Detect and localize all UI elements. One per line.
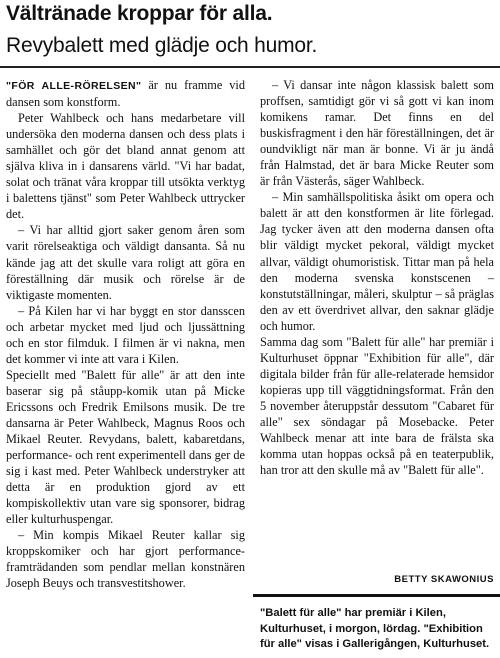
body-paragraph: – Vi har alltid gjort saker genom åren som varit rörelseaktiga och väldigt dansanta. Så nu kände jag att det skulle vara roligt att göra en föreställning där musik och rörelse är de viktigaste momenten. xyxy=(6,223,245,302)
lead-paragraph xyxy=(6,77,245,110)
headline: Vältränade kroppar för alla. xyxy=(6,2,273,25)
lead-in: "FÖR ALLE-RÖRELSEN" xyxy=(6,80,142,92)
body-paragraph: – Vi dansar inte någon klassisk balett som proffsen, samtidigt gör vi så gott vi kan inom komikens ramar. Det finns en del buskisfragment i den här föreställningen, det är oundvikligt när man är bonne. Vi är ju ändå från Halmstad, det är bara Micke Reuter som är från Västerås, säger Wahlbeck. xyxy=(260,78,494,189)
body-paragraph: Samma dag som "Balett für alle" har premiär i Kulturhuset öppnar "Exhibition für alle", där digitala bilder från für alle-relaterade hemsidor kopieras upp till väggtidningsformat. Från den 5 november återuppstår dessutom "Cabaret für alle" sex söndagar på Mosebacke. Peter Wahlbeck menar att inte bara de frälsta ska komma utan hoppas också på en teaterpublik, han tror att den skulle må av "Balett für alle". xyxy=(260,334,494,478)
article-column-right xyxy=(260,61,494,478)
subheadline: Revybalett med glädje och humor. xyxy=(6,34,318,57)
body-paragraph: – Min kompis Mikael Reuter kallar sig kroppskomiker och har gjort performance-framträdanden som pendlar mellan konstnären Joseph Beuys och transvestitshower. xyxy=(6,528,245,591)
byline: BETTY SKAWONIUS xyxy=(394,574,494,585)
body-paragraph: Peter Wahlbeck och hans medarbetare vill undersöka den moderna dansen och dess plats i samhället och gör det bland annat genom att själva kliva in i dansarens värld. "Vi har badat, solat och tränat våra kroppar till utsökta verktyg i balettens tjänst" som Peter Wahlbeck uttrycker det. xyxy=(6,111,245,222)
body-paragraph: – På Kilen har vi har byggt en stor dansscen och arbetar mycket med ljud och ljussättning och en stor filmduk. I filmen är vi nakna, men det kommer vi inte att vara i Kilen. xyxy=(6,303,245,366)
article-column-left xyxy=(6,77,245,592)
body-paragraph: – Min samhällspolitiska åsikt om opera och balett är att den konstformen är lite förlegad. Jag tycker även att den moderna dansen ofta blir väldigt mycket pekoral, väldigt mycket allvar, väldigt ohumoristisk. Tittar man på hela den moderna svenska konstscenen – konstutställningar, måleri, skulptur – så präglas den av ett överdrivet allvar, den saknar glädje och humor. xyxy=(260,190,494,333)
body-paragraph: Speciellt med "Balett für alle" är att den inte baserar sig på ståupp-komik utan på Micke Ericssons och Fredrik Emilsons musik. De tre dansarna är Peter Wahlbeck, Magnus Roos och Mikael Reuter. Revydans, balett, kabaretdans, performance- och rent experimentell dans ger de sig i kast med. Peter Wahlbeck understryker att detta är en produktion gjord av ett kompiskollektiv utan vare sig sponsorer, bidrag eller kulturhuspengar. xyxy=(6,367,245,527)
fact-box: "Balett für alle" har premiär i Kilen, Kulturhuset, i morgon, lördag. "Exhibition für alle" visas i Gallerigången, Kulturhuset. xyxy=(253,594,500,658)
lead-text: är nu framme vid dansen som konstform. xyxy=(6,78,245,110)
